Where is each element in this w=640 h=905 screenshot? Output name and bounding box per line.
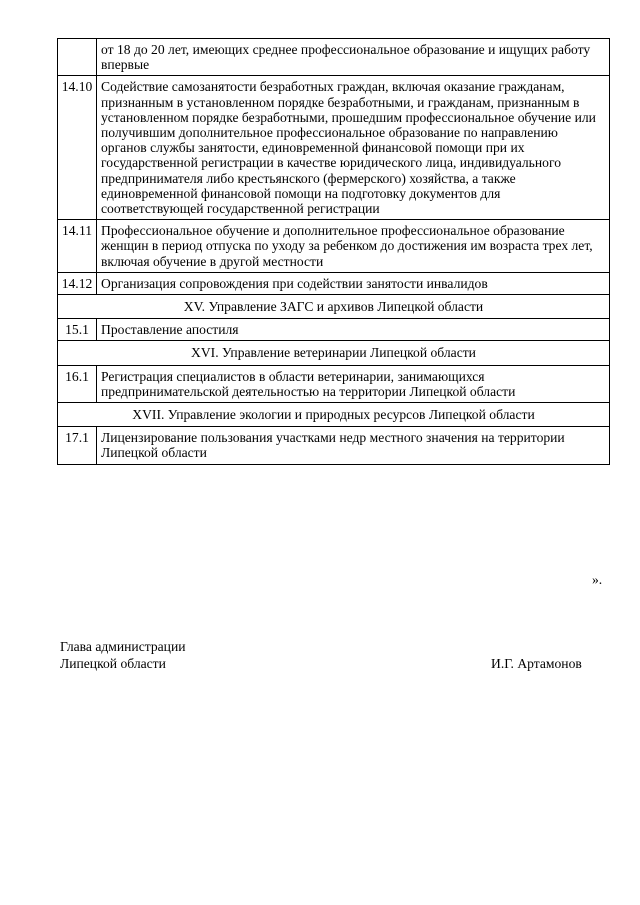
table-row [58, 272, 610, 294]
row-number: 14.12 [58, 272, 97, 294]
row-number: 15.1 [58, 319, 97, 341]
section-row [58, 403, 610, 427]
table-row [58, 76, 610, 220]
services-table [57, 38, 610, 465]
table-row [58, 220, 610, 273]
row-number [58, 39, 97, 76]
section-row [58, 341, 610, 365]
row-text: Профессиональное обучение и дополнительное профессиональное образование женщин в период отпуска по уходу за ребенком до достижения им возраста трех лет, включая обучение в другой местности [97, 220, 610, 273]
row-number: 14.11 [58, 220, 97, 273]
row-text: Содействие самозанятости безработных граждан, включая оказание гражданам, признанным в установленном порядке безработными, и гражданам, признанным в установленном порядке безработными, прошедшим профессиональное обучение или получившим дополнительное профессиональное образование по направлению органов службы занятости, единовременной финансовой помощи при их государственной регистрации в качестве юридического лица, индивидуального предпринимателя либо крестьянского (фермерского) хозяйства, а также единовременной финансовой помощи на подготовку документов для соответствующей государственной регистрации [97, 76, 610, 220]
table-row [58, 319, 610, 341]
signatory-title-line2: Липецкой области [60, 656, 166, 671]
row-text: Регистрация специалистов в области ветеринарии, занимающихся предпринимательской деятельностью на территории Липецкой области [97, 365, 610, 402]
table-row [58, 427, 610, 464]
section-heading: XVI. Управление ветеринарии Липецкой области [58, 341, 610, 365]
section-heading: XVII. Управление экологии и природных ресурсов Липецкой области [58, 403, 610, 427]
row-text: Организация сопровождения при содействии занятости инвалидов [97, 272, 610, 294]
closing-quote: ». [592, 572, 603, 587]
row-number: 16.1 [58, 365, 97, 402]
row-number: 14.10 [58, 76, 97, 220]
section-row [58, 295, 610, 319]
row-text: Лицензирование пользования участками недр местного значения на территории Липецкой области [97, 427, 610, 464]
signatory-title-line1: Глава администрации [60, 639, 186, 654]
table-row [58, 365, 610, 402]
row-text: Проставление апостиля [97, 319, 610, 341]
signatory-title [60, 638, 186, 672]
section-heading: XV. Управление ЗАГС и архивов Липецкой области [58, 295, 610, 319]
table-row [58, 39, 610, 76]
row-number: 17.1 [58, 427, 97, 464]
signatory-name: И.Г. Артамонов [491, 656, 582, 671]
row-text: от 18 до 20 лет, имеющих среднее профессиональное образование и ищущих работу впервые [97, 39, 610, 76]
services-table-body [58, 39, 610, 465]
